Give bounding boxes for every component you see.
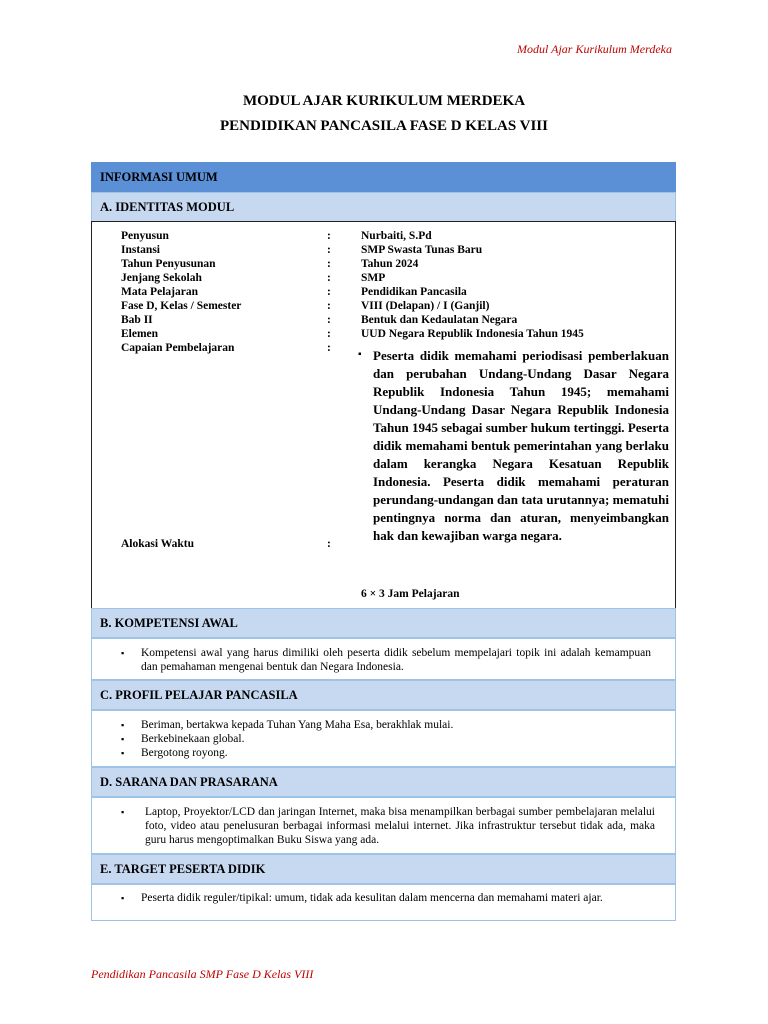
- colon: :: [327, 328, 331, 340]
- value-fase: VIII (Delapan) / I (Ganjil): [361, 300, 490, 312]
- list-item: ▪ Kompetensi awal yang harus dimiliki oleh peserta didik sebelum mempelajari topik ini adalah kemampuan dan pemahaman mengenai bentuk dan Negara Indonesia.: [121, 647, 651, 673]
- profil-list: [121, 718, 651, 760]
- document-subtitle: PENDIDIKAN PANCASILA FASE D KELAS VIII: [220, 118, 548, 134]
- colon: :: [327, 286, 331, 298]
- colon: :: [327, 272, 331, 284]
- value-tahun: Tahun 2024: [361, 258, 419, 270]
- value-mapel: Pendidikan Pancasila: [361, 286, 467, 298]
- bullet-icon: ▪: [121, 807, 125, 817]
- label-fase: Fase D, Kelas / Semester: [121, 300, 242, 312]
- list-item: ▪ Laptop, Proyektor/LCD dan jaringan Internet, maka bisa menampilkan berbagai sumber pembelajaran melalui foto, video atau penelusuran berbagai informasi melalui internet. Jika infrastruktur tersebut tidak ada, maka guru harus mengoptimalkan Buku Siswa yang ada.: [121, 806, 655, 846]
- value-alokasi: 6 × 3 Jam Pelajaran: [361, 588, 460, 600]
- section-kompetensi-awal: B. KOMPETENSI AWAL: [91, 608, 676, 638]
- colon: :: [327, 314, 331, 326]
- label-mapel: Mata Pelajaran: [121, 286, 198, 298]
- colon: :: [327, 230, 331, 242]
- colon: :: [327, 244, 331, 256]
- running-header: Modul Ajar Kurikulum Merdeka: [517, 42, 672, 56]
- sarana-list: [121, 805, 655, 847]
- value-elemen: UUD Negara Republik Indonesia Tahun 1945: [361, 328, 584, 340]
- bullet-icon: ▪: [121, 648, 125, 658]
- label-instansi: Instansi: [121, 244, 160, 256]
- list-item: ▪ Berkebinekaan global.: [121, 733, 245, 745]
- capaian-text: Peserta didik memahami periodisasi pemberlakuan dan perubahan Undang-Undang Dasar Negara Republik Indonesia Tahun 1945; memahami Undang-Undang Dasar Negara Republik Indonesia Tahun 1945 sebagai sumber hukum tertinggi. Peserta didik memahami bentuk pemerintahan yang berlaku dalam kerangka Negara Kesatuan Republik Indonesia. Peserta didik memahami peraturan perundang-undangan dan tata urutannya; mematuhi pentingnya norma dan aturan, menyeimbangkan hak dan kewajiban warga negara.: [373, 348, 669, 543]
- section-informasi-umum: INFORMASI UMUM: [91, 162, 676, 192]
- target-list: [121, 891, 651, 905]
- label-tahun: Tahun Penyusunan: [121, 258, 216, 270]
- value-bab: Bentuk dan Kedaulatan Negara: [361, 314, 518, 326]
- label-jenjang: Jenjang Sekolah: [121, 272, 202, 284]
- section-target-peserta: E. TARGET PESERTA DIDIK: [91, 854, 676, 884]
- bullet-icon: ▪: [121, 720, 125, 730]
- label-penyusun: Penyusun: [121, 230, 169, 242]
- bullet-icon: ▪: [358, 349, 362, 360]
- value-instansi: SMP Swasta Tunas Baru: [361, 244, 483, 256]
- colon: :: [327, 300, 331, 312]
- bullet-icon: ▪: [121, 734, 125, 744]
- colon: :: [327, 342, 331, 354]
- label-elemen: Elemen: [121, 328, 159, 340]
- label-alokasi: Alokasi Waktu: [121, 538, 194, 550]
- bullet-icon: ▪: [121, 893, 125, 903]
- colon: :: [327, 538, 331, 550]
- list-item: ▪ Peserta didik reguler/tipikal: umum, tidak ada kesulitan dalam mencerna dan memahami materi ajar.: [121, 892, 603, 904]
- list-item: ▪ Bergotong royong.: [121, 747, 228, 759]
- section-sarana-prasarana: D. SARANA DAN PRASARANA: [91, 767, 676, 797]
- bullet-icon: ▪: [121, 748, 125, 758]
- label-capaian: Capaian Pembelajaran: [121, 342, 235, 354]
- label-bab: Bab II: [121, 314, 153, 326]
- list-item: ▪ Beriman, bertakwa kepada Tuhan Yang Maha Esa, berakhlak mulai.: [121, 719, 454, 731]
- section-profil-pelajar: C. PROFIL PELAJAR PANCASILA: [91, 680, 676, 710]
- colon: :: [327, 258, 331, 270]
- running-footer: Pendidikan Pancasila SMP Fase D Kelas VIII: [91, 967, 314, 981]
- value-penyusun: Nurbaiti, S.Pd: [361, 230, 432, 242]
- section-identitas-modul: A. IDENTITAS MODUL: [91, 192, 676, 222]
- kompetensi-list: [121, 646, 651, 674]
- document-title: MODUL AJAR KURIKULUM MERDEKA: [242, 93, 526, 109]
- value-jenjang: SMP: [361, 272, 386, 284]
